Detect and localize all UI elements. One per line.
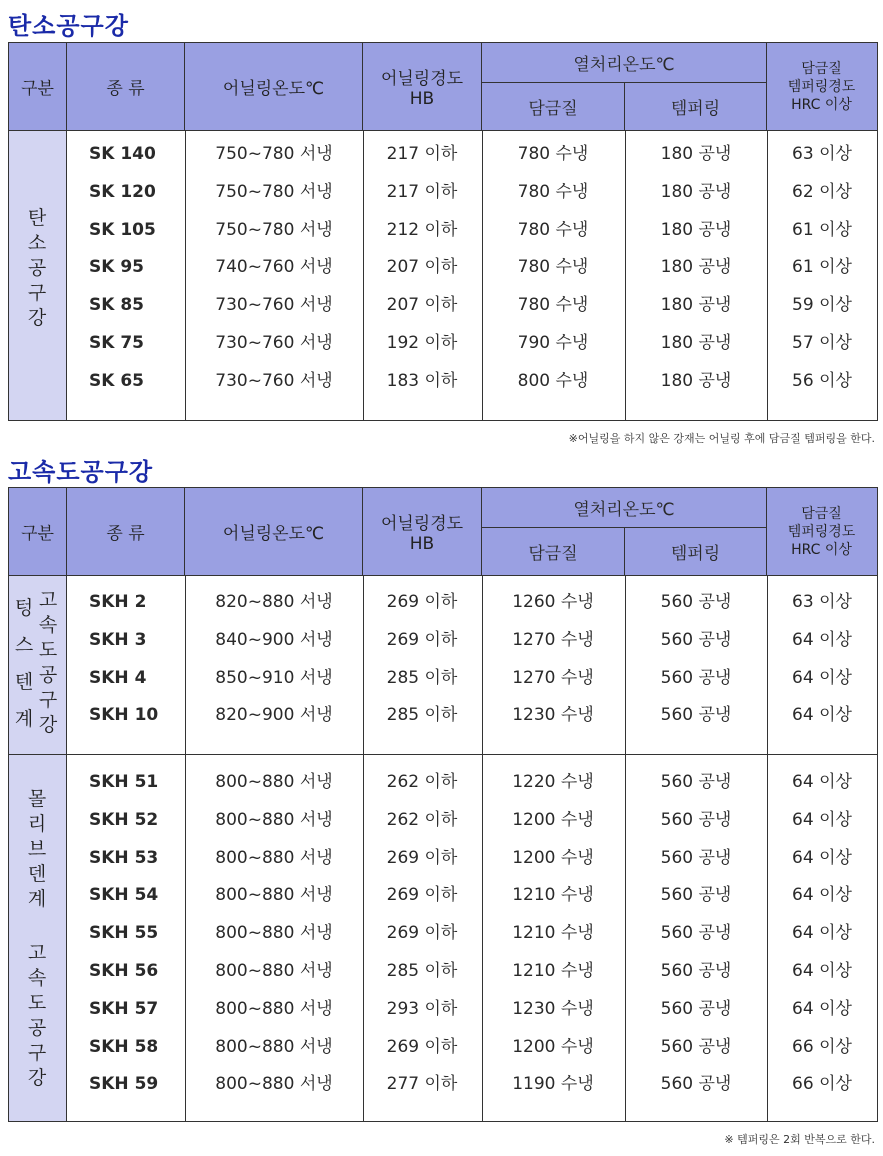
- grade-cell: SKH 51: [89, 772, 159, 792]
- anneal-hardness-cell: 217 이하: [386, 181, 458, 202]
- temper-cell: 180 공냉: [660, 295, 732, 316]
- quench-cell: 1270 수냉: [512, 667, 594, 688]
- category-char: 덴: [27, 863, 47, 885]
- grade-cell: SKH 56: [89, 961, 159, 981]
- temper-cell: 560 공냉: [660, 847, 732, 868]
- header-hrc-line3: HRC 이상: [791, 541, 852, 558]
- quench-cell: 780 수냉: [517, 181, 589, 202]
- header-hrc-line1: 담금질: [801, 60, 842, 77]
- category-char: 텅: [14, 597, 34, 619]
- anneal-hardness-cell: 269 이하: [386, 592, 458, 612]
- quench-cell: 1220 수냉: [512, 772, 594, 792]
- grade-cell: SKH 2: [89, 592, 147, 612]
- category-cell-tungsten: [9, 576, 67, 754]
- temper-cell: 180 공냉: [660, 219, 732, 240]
- anneal-temp-cell: 730~760 서냉: [215, 295, 333, 316]
- category-char: 강: [38, 714, 58, 736]
- anneal-hardness-cell: 277 이하: [386, 1074, 458, 1095]
- quench-cell: 1230 수냉: [512, 705, 594, 726]
- grade-cell: SKH 58: [89, 1036, 159, 1057]
- header-type: 종 류: [67, 43, 185, 130]
- header-quench: 담금질: [482, 83, 625, 130]
- temper-cell: 560 공냉: [660, 772, 732, 792]
- grade-cell: SKH 3: [89, 629, 147, 650]
- category-char: 구: [27, 1042, 47, 1064]
- header-category: 구분: [9, 43, 67, 130]
- table-header: [9, 488, 877, 576]
- category-char: 브: [27, 838, 47, 860]
- table-header: [9, 43, 877, 131]
- temper-cell: 180 공냉: [660, 370, 732, 391]
- category-label: [26, 206, 48, 331]
- anneal-hardness-cell: 285 이하: [386, 667, 458, 688]
- header-hrc: [767, 43, 876, 130]
- quench-cell: 790 수냉: [517, 333, 589, 353]
- grade-cell: SK 65: [89, 370, 144, 391]
- hrc-cell: 62 이상: [792, 181, 852, 202]
- grade-cell: SKH 59: [89, 1074, 159, 1095]
- header-anneal-hardness: [363, 488, 482, 575]
- temper-cell: 560 공냉: [660, 961, 732, 981]
- temper-cell: 560 공냉: [660, 1074, 732, 1095]
- category-char: 구: [38, 689, 58, 711]
- temper-cell: 180 공냉: [660, 181, 732, 202]
- hrc-cell: 64 이상: [792, 961, 852, 981]
- hrc-cell: 64 이상: [792, 847, 852, 868]
- hrc-cell: 56 이상: [792, 370, 852, 391]
- anneal-temp-cell: 800~880 서냉: [215, 1036, 333, 1057]
- hrc-cell: 63 이상: [792, 592, 852, 612]
- hrc-cell: 64 이상: [792, 998, 852, 1019]
- hrc-cell: 61 이상: [792, 257, 852, 278]
- temper-cell: 180 공냉: [660, 333, 732, 353]
- category-char: 계: [14, 708, 34, 730]
- header-hrc-line3: HRC 이상: [791, 96, 852, 113]
- category-char: 도: [38, 639, 58, 661]
- temper-cell: 180 공냉: [660, 144, 732, 164]
- category-char: 속: [38, 614, 58, 636]
- hrc-cell: 64 이상: [792, 629, 852, 650]
- grade-cell: SKH 52: [89, 809, 159, 830]
- header-anneal-temp: 어닐링온도℃: [185, 43, 363, 130]
- anneal-hardness-cell: 262 이하: [386, 809, 458, 830]
- quench-cell: 1230 수냉: [512, 998, 594, 1019]
- header-anneal-hardness-line2: HB: [409, 534, 435, 554]
- category-char: 몰: [27, 788, 47, 810]
- anneal-hardness-cell: 217 이하: [386, 144, 458, 164]
- anneal-temp-cell: 800~880 서냉: [215, 961, 333, 981]
- category-char: 스: [14, 634, 34, 656]
- header-anneal-hardness-line1: 어닐링경도: [380, 69, 464, 89]
- anneal-temp-cell: 750~780 서냉: [215, 144, 333, 164]
- anneal-temp-cell: 730~760 서냉: [215, 370, 333, 391]
- carbon-tool-steel-table: [8, 42, 878, 421]
- anneal-temp-cell: 750~780 서냉: [215, 181, 333, 202]
- category-char: 고: [38, 589, 58, 611]
- anneal-temp-cell: 800~880 서냉: [215, 772, 333, 792]
- hrc-cell: 63 이상: [792, 144, 852, 164]
- anneal-temp-cell: 850~910 서냉: [215, 667, 333, 688]
- temper-cell: 560 공냉: [660, 667, 732, 688]
- grade-cell: SKH 55: [89, 923, 159, 944]
- header-heat-treat: 열처리온도℃: [482, 43, 767, 83]
- category-char: 소: [27, 232, 47, 254]
- category-char: 계: [27, 888, 47, 910]
- header-temper: 템퍼링: [625, 528, 767, 575]
- temper-cell: 560 공냉: [660, 629, 732, 650]
- anneal-hardness-cell: 269 이하: [386, 629, 458, 650]
- quench-cell: 1270 수냉: [512, 629, 594, 650]
- header-hrc-line2: 템퍼링경도: [787, 78, 856, 95]
- quench-cell: 780 수냉: [517, 144, 589, 164]
- hrc-cell: 64 이상: [792, 667, 852, 688]
- header-anneal-hardness-line2: HB: [409, 89, 435, 109]
- header-type: 종 류: [67, 488, 185, 575]
- category-char: 강: [27, 1067, 47, 1089]
- header-category: 구분: [9, 488, 67, 575]
- section2-title: 고속도공구강: [8, 458, 154, 486]
- anneal-hardness-cell: 293 이하: [386, 998, 458, 1019]
- grade-cell: SKH 57: [89, 998, 159, 1019]
- category-label-hss: [26, 941, 48, 1091]
- category-label-tungsten: [13, 590, 35, 738]
- quench-cell: 1210 수냉: [512, 923, 594, 944]
- anneal-hardness-cell: 269 이하: [386, 847, 458, 868]
- category-char: 텐: [14, 671, 34, 693]
- anneal-hardness-cell: 269 이하: [386, 1036, 458, 1057]
- category-char: 강: [27, 307, 47, 329]
- temper-cell: 560 공냉: [660, 592, 732, 612]
- hrc-cell: 66 이상: [792, 1036, 852, 1057]
- anneal-temp-cell: 800~880 서냉: [215, 847, 333, 868]
- header-heat-treat: 열처리온도℃: [482, 488, 767, 528]
- anneal-temp-cell: 800~880 서냉: [215, 998, 333, 1019]
- category-label-hss: [37, 588, 59, 738]
- high-speed-tool-steel-table: [8, 487, 878, 1122]
- grade-cell: SKH 54: [89, 885, 159, 906]
- header-hrc-line2: 템퍼링경도: [787, 523, 856, 540]
- quench-cell: 1210 수냉: [512, 885, 594, 906]
- quench-cell: 800 수냉: [517, 370, 589, 391]
- temper-cell: 560 공냉: [660, 998, 732, 1019]
- section1-title: 탄소공구강: [8, 12, 129, 40]
- section2-note: ※ 템퍼링은 2회 반복으로 한다.: [724, 1133, 875, 1146]
- temper-cell: 560 공냉: [660, 809, 732, 830]
- anneal-temp-cell: 840~900 서냉: [215, 629, 333, 650]
- category-label-molybdenum: [26, 787, 48, 912]
- category-char: 공: [27, 257, 47, 279]
- grade-cell: SK 95: [89, 257, 144, 278]
- grade-cell: SK 120: [89, 181, 156, 202]
- category-char: 속: [27, 967, 47, 989]
- hrc-cell: 64 이상: [792, 923, 852, 944]
- header-temper: 템퍼링: [625, 83, 767, 130]
- anneal-temp-cell: 800~880 서냉: [215, 809, 333, 830]
- quench-cell: 1190 수냉: [512, 1074, 594, 1095]
- category-char: 도: [27, 992, 47, 1014]
- quench-cell: 1260 수냉: [512, 592, 594, 612]
- hrc-cell: 64 이상: [792, 772, 852, 792]
- temper-cell: 560 공냉: [660, 1036, 732, 1057]
- grade-cell: SK 105: [89, 219, 156, 240]
- anneal-temp-cell: 750~780 서냉: [215, 219, 333, 240]
- category-char: 탄: [27, 207, 47, 229]
- quench-cell: 780 수냉: [517, 219, 589, 240]
- hrc-cell: 57 이상: [792, 333, 852, 353]
- grade-cell: SK 75: [89, 333, 144, 353]
- anneal-hardness-cell: 269 이하: [386, 885, 458, 906]
- header-anneal-hardness: [363, 43, 482, 130]
- temper-cell: 180 공냉: [660, 257, 732, 278]
- category-char: 공: [27, 1017, 47, 1039]
- grade-cell: SKH 4: [89, 667, 147, 688]
- anneal-temp-cell: 800~880 서냉: [215, 1074, 333, 1095]
- anneal-hardness-cell: 207 이하: [386, 295, 458, 316]
- category-char: 공: [38, 664, 58, 686]
- quench-cell: 1200 수냉: [512, 809, 594, 830]
- quench-cell: 780 수냉: [517, 295, 589, 316]
- anneal-hardness-cell: 183 이하: [386, 370, 458, 391]
- grade-cell: SKH 53: [89, 847, 159, 868]
- quench-cell: 780 수냉: [517, 257, 589, 278]
- hrc-cell: 59 이상: [792, 295, 852, 316]
- quench-cell: 1200 수냉: [512, 1036, 594, 1057]
- hrc-cell: 64 이상: [792, 885, 852, 906]
- grade-cell: SK 140: [89, 144, 156, 164]
- grade-cell: SK 85: [89, 295, 144, 316]
- header-hrc-line1: 담금질: [801, 505, 842, 522]
- header-quench: 담금질: [482, 528, 625, 575]
- anneal-hardness-cell: 192 이하: [386, 333, 458, 353]
- quench-cell: 1200 수냉: [512, 847, 594, 868]
- anneal-temp-cell: 800~880 서냉: [215, 885, 333, 906]
- category-cell-molybdenum: [9, 755, 67, 1121]
- anneal-hardness-cell: 269 이하: [386, 923, 458, 944]
- header-anneal-hardness-line1: 어닐링경도: [380, 514, 464, 534]
- grade-cell: SKH 10: [89, 705, 159, 726]
- section1-note: ※어닐링을 하지 않은 강재는 어닐링 후에 담금질 템퍼링을 한다.: [568, 432, 875, 445]
- category-char: 리: [27, 813, 47, 835]
- anneal-temp-cell: 730~760 서냉: [215, 333, 333, 353]
- anneal-temp-cell: 740~760 서냉: [215, 257, 333, 278]
- anneal-hardness-cell: 285 이하: [386, 961, 458, 981]
- header-anneal-temp: 어닐링온도℃: [185, 488, 363, 575]
- anneal-hardness-cell: 285 이하: [386, 705, 458, 726]
- hrc-cell: 64 이상: [792, 809, 852, 830]
- anneal-temp-cell: 820~880 서냉: [215, 592, 333, 612]
- temper-cell: 560 공냉: [660, 885, 732, 906]
- temper-cell: 560 공냉: [660, 705, 732, 726]
- header-hrc: [767, 488, 876, 575]
- hrc-cell: 61 이상: [792, 219, 852, 240]
- category-char: 구: [27, 282, 47, 304]
- category-char: 고: [27, 942, 47, 964]
- anneal-hardness-cell: 207 이하: [386, 257, 458, 278]
- hrc-cell: 64 이상: [792, 705, 852, 726]
- hrc-cell: 66 이상: [792, 1074, 852, 1095]
- anneal-hardness-cell: 262 이하: [386, 772, 458, 792]
- category-cell: [9, 131, 67, 420]
- anneal-hardness-cell: 212 이하: [386, 219, 458, 240]
- anneal-temp-cell: 820~900 서냉: [215, 705, 333, 726]
- anneal-temp-cell: 800~880 서냉: [215, 923, 333, 944]
- quench-cell: 1210 수냉: [512, 961, 594, 981]
- temper-cell: 560 공냉: [660, 923, 732, 944]
